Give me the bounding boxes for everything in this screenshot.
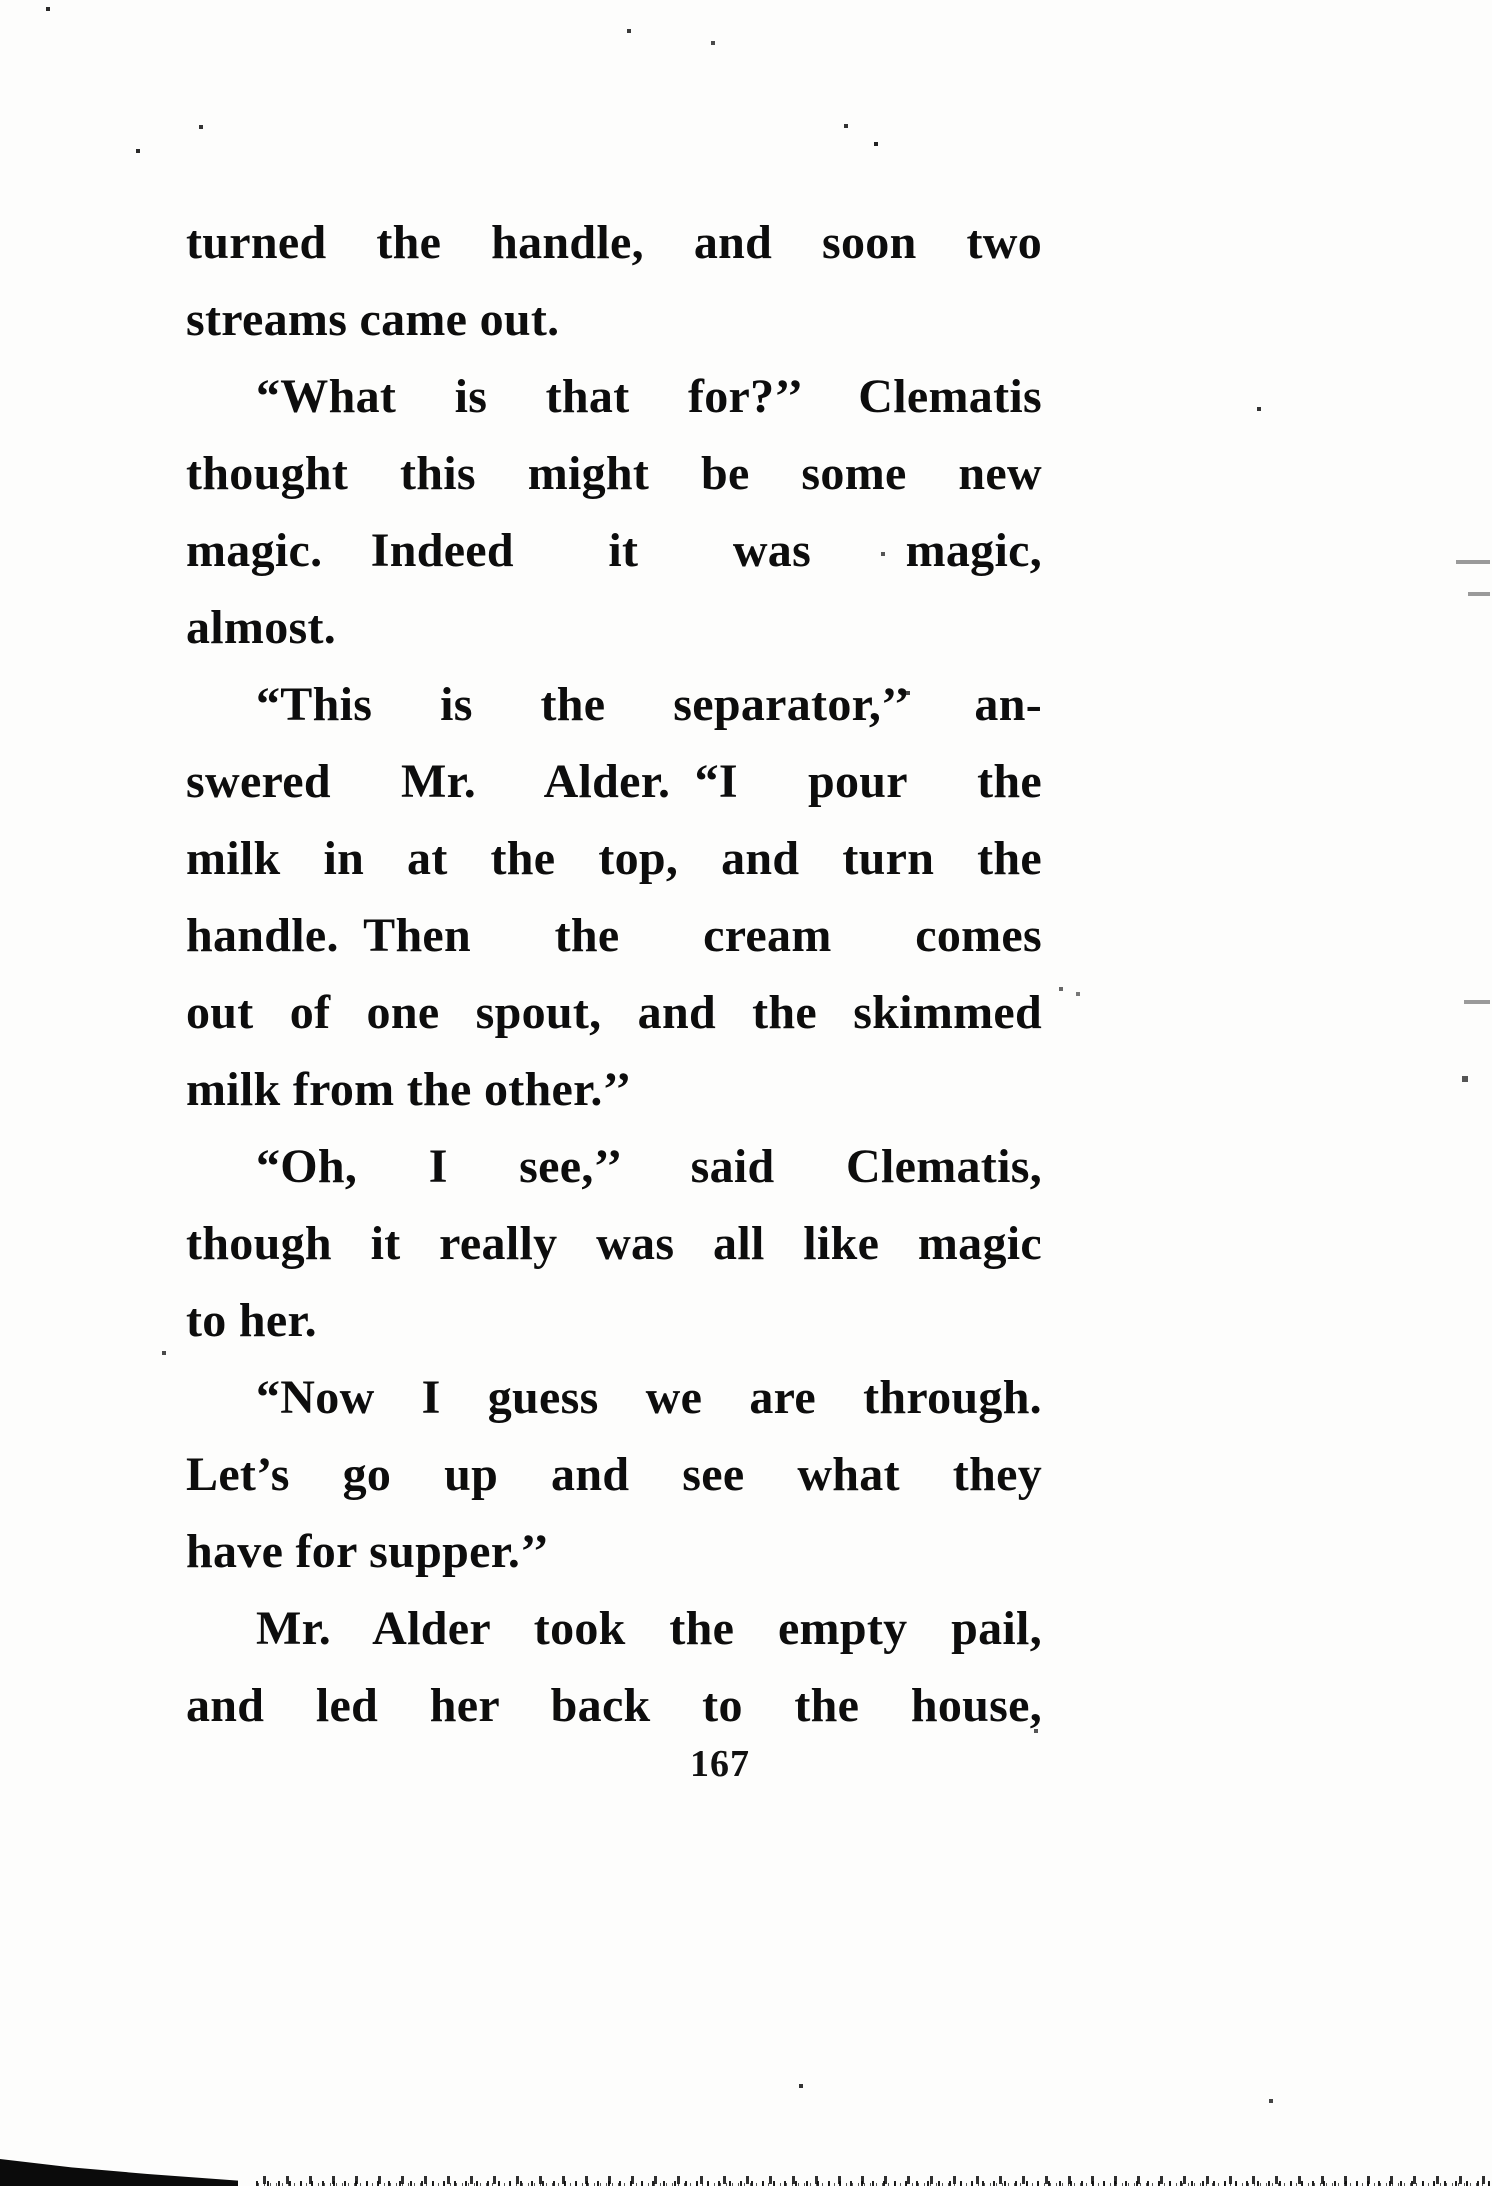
page-number: 167 xyxy=(690,1743,750,1785)
text-line: to her. xyxy=(186,1294,317,1347)
text-line: have for supper.’’ xyxy=(186,1525,550,1578)
text-line: Mr. Alder took the empty pail, xyxy=(256,1602,1042,1655)
text-line: “Oh, I see,’’ said Clematis, xyxy=(256,1140,1042,1193)
text-line: thought this might be some new xyxy=(186,447,1042,500)
text-line: “This is the separator,’’ an- xyxy=(256,678,1042,731)
text-line: handle. Then the cream comes xyxy=(186,909,1042,962)
scan-speck-dots xyxy=(0,0,2,2)
text-line: swered Mr. Alder. “I pour the xyxy=(186,755,1042,808)
scan-edge-mark xyxy=(1468,592,1490,596)
text-line: and led her back to the house, xyxy=(186,1679,1042,1732)
text-line: almost. xyxy=(186,601,337,654)
text-line: magic. Indeed it was magic, xyxy=(186,524,1042,577)
scan-artifact-bottom-left xyxy=(0,2156,238,2186)
text-line: turned the handle, and soon two xyxy=(186,216,1042,269)
text-line: though it really was all like magic xyxy=(186,1217,1042,1270)
text-line: milk in at the top, and turn the xyxy=(186,832,1042,885)
text-line: “What is that for?’’ Clematis xyxy=(256,370,1042,423)
text-line: milk from the other.’’ xyxy=(186,1063,632,1116)
text-line: streams came out. xyxy=(186,293,560,346)
scan-noise-band xyxy=(256,2166,1492,2186)
text-line: out of one spout, and the skimmed xyxy=(186,986,1042,1039)
page-text xyxy=(186,204,1042,1744)
text-line: “Now I guess we are through. xyxy=(256,1371,1042,1424)
text-line: Let’s go up and see what they xyxy=(186,1448,1042,1501)
scan-edge-mark xyxy=(1456,560,1490,564)
scan-edge-mark xyxy=(1464,1000,1490,1004)
